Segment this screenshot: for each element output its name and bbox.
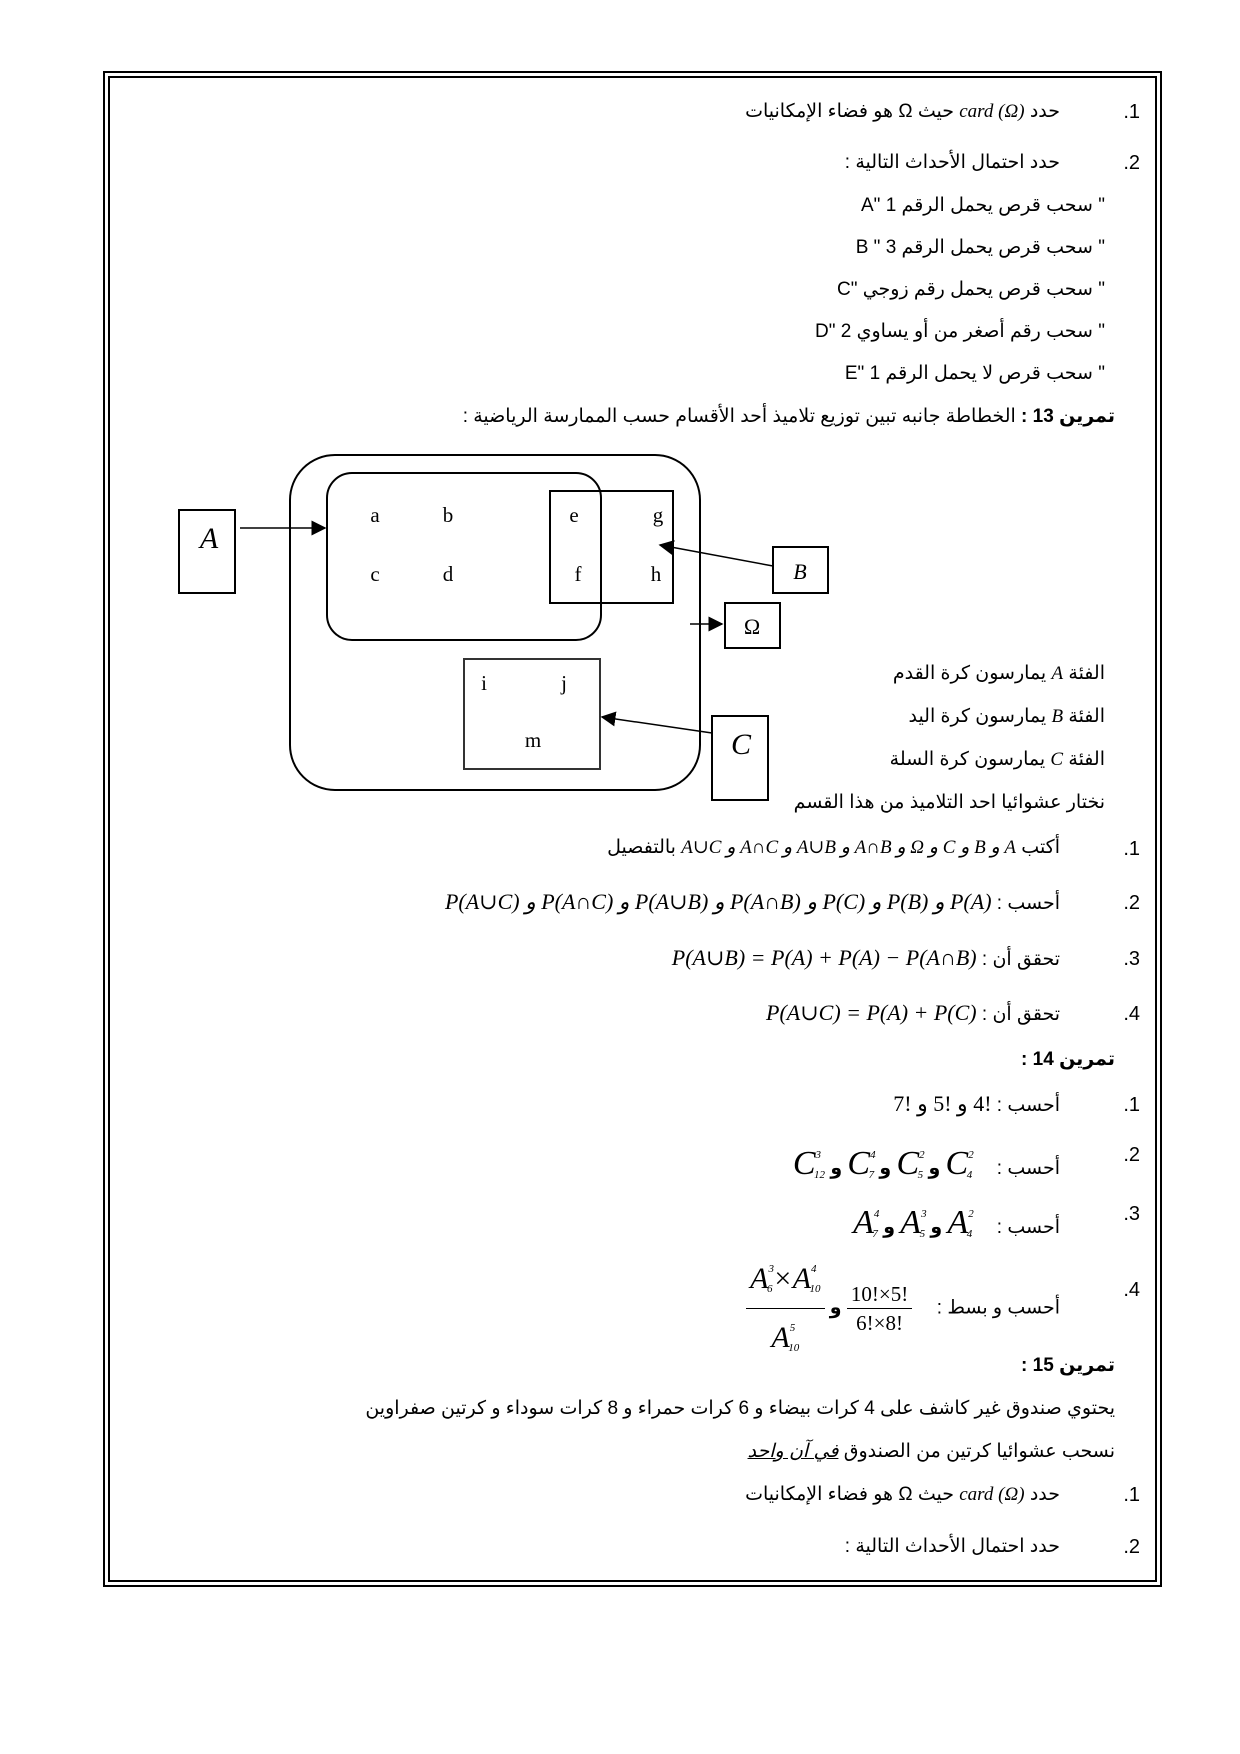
joiner: و	[830, 1158, 843, 1179]
element: f	[574, 562, 582, 586]
question-text: حدد احتمال الأحداث التالية :	[844, 152, 1060, 173]
math-expression: A و B و C و Ω و A∩B و A∪B و A∩C و A∪C	[681, 837, 1016, 858]
question-text: أحسب :	[996, 893, 1060, 914]
item-number: .2	[1123, 1536, 1140, 1558]
exercise-intro: الخطاطة جانبه تبين توزيع تلاميذ أحد الأقسام حسب الممارسة الرياضية :	[462, 406, 1016, 427]
item-number: .2	[1123, 152, 1140, 174]
set-B-label: B	[793, 559, 807, 584]
exercise-title: تمرين 14 :	[1021, 1049, 1115, 1070]
fraction-denominator: $A^5_{10}$	[771, 1321, 800, 1354]
emphasized-text: في آن واحد	[747, 1441, 839, 1462]
math-term: $A^2_4$	[947, 1204, 974, 1241]
set-C-label: C	[730, 728, 752, 761]
element: m	[524, 728, 542, 752]
math-term: $A^4_7$	[853, 1204, 880, 1241]
omega-label: Ω	[743, 614, 761, 639]
element: e	[569, 503, 579, 527]
element: i	[481, 671, 487, 695]
exercise-text	[748, 1440, 1115, 1464]
category-prefix: الفئة	[1068, 749, 1105, 770]
arrow-B	[660, 545, 773, 566]
fraction-factorial	[847, 1280, 912, 1337]
item-number: .1	[1123, 101, 1140, 123]
fraction-numerator: $A^3_6\times A^4_{10}$	[746, 1250, 824, 1309]
item-number: .2	[1123, 892, 1140, 914]
event-line: " سحب قرص يحمل الرقم 1 "A	[860, 195, 1105, 216]
fraction-numerator: 10!×5!	[847, 1280, 912, 1309]
math-expression: card (Ω)	[959, 101, 1025, 122]
category-line	[908, 705, 1105, 729]
math-expression: !4 و !5 و !7	[893, 1091, 992, 1116]
question-text: تحقق أن :	[981, 1004, 1060, 1025]
item-number: .1	[1123, 1484, 1140, 1506]
question-text: أكتب	[1021, 837, 1060, 858]
question-text: بالتفصيل	[607, 837, 676, 858]
set-A-label: A	[199, 522, 219, 555]
joiner: و	[930, 1217, 943, 1238]
category-text: يمارسون كرة السلة	[889, 749, 1046, 770]
question-line	[893, 1092, 1060, 1118]
universe-set	[290, 455, 700, 790]
element: h	[650, 562, 662, 586]
math-term: $C^3_{12}$	[792, 1145, 826, 1182]
joiner: و	[829, 1297, 842, 1319]
question-text: حدد	[1029, 1484, 1060, 1505]
math-term: $C^2_4$	[945, 1145, 974, 1182]
category-text: يمارسون كرة القدم	[892, 663, 1047, 684]
question-text: أحسب :	[996, 1095, 1060, 1116]
math-expression: P(A∪C) = P(A) + P(C)	[766, 1000, 977, 1025]
element: g	[652, 503, 664, 527]
category-line	[893, 662, 1105, 686]
math-expression: P(A∪B) = P(A) + P(A) − P(A∩B)	[671, 945, 977, 970]
venn-diagram	[0, 0, 1240, 820]
category-prefix: الفئة	[1068, 663, 1105, 684]
exercise-title: تمرين 15 :	[1021, 1355, 1115, 1376]
joiner: و	[883, 1217, 896, 1238]
fraction-denominator: 6!×8!	[856, 1311, 903, 1335]
question-line	[766, 1001, 1060, 1027]
event-line: " سحب قرص يحمل الرقم 3 " B	[855, 237, 1105, 258]
math-term: $C^4_7$	[847, 1145, 876, 1182]
item-number: .1	[1123, 838, 1140, 860]
math-term: $A^3_5$	[900, 1204, 927, 1241]
question-line	[853, 1194, 1060, 1254]
category-var: B	[1051, 706, 1064, 727]
category-prefix: الفئة	[1068, 706, 1105, 727]
math-expression: P(A) و P(B) و P(C) و P(A∩B) و P(A∪B) و P(A∩C) و P(A∪C)	[444, 889, 992, 914]
element: j	[561, 671, 567, 695]
item-number: .3	[1123, 1203, 1140, 1225]
category-var: A	[1051, 663, 1064, 684]
event-line: " سحب قرص يحمل رقم زوجي "C	[836, 279, 1105, 300]
question-line	[745, 1483, 1060, 1507]
question-line	[607, 836, 1060, 860]
set-A-region	[327, 473, 601, 640]
fraction-arrangements	[746, 1250, 824, 1367]
event-line: " سحب قرص لا يحمل الرقم 1 "E	[844, 363, 1105, 384]
item-number: .2	[1123, 1144, 1140, 1166]
item-number: .4	[1123, 1003, 1140, 1025]
exercise-text-part: نسحب عشوائيا كرتين من الصندوق	[843, 1441, 1115, 1462]
category-var: C	[1050, 749, 1064, 770]
element: c	[370, 562, 380, 586]
item-number: .4	[1123, 1279, 1140, 1301]
question-text: أحسب :	[996, 1217, 1060, 1238]
question-text: حيث Ω هو فضاء الإمكانيات	[745, 101, 954, 122]
question-line	[793, 1135, 1060, 1195]
element: b	[442, 503, 454, 527]
item-number: .3	[1123, 948, 1140, 970]
category-line	[890, 748, 1105, 772]
exercise-title: تمرين 13 :	[1021, 406, 1115, 427]
question-text: أحسب و بسط :	[936, 1297, 1060, 1319]
item-number: .1	[1123, 1094, 1140, 1116]
question-line	[746, 1250, 1060, 1367]
question-text: أحسب :	[996, 1158, 1060, 1179]
question-line	[445, 890, 1060, 916]
joiner: و	[879, 1158, 892, 1179]
category-text: يمارسون كرة اليد	[908, 706, 1047, 727]
question-text: حدد	[1029, 101, 1060, 122]
element: d	[442, 562, 454, 586]
joiner: و	[928, 1158, 941, 1179]
math-expression: card (Ω)	[959, 1484, 1025, 1505]
math-term: $C^2_5$	[896, 1145, 925, 1182]
exercise-text: يحتوي صندوق غير كاشف على 4 كرات بيضاء و 6 كرات حمراء و 8 كرات سوداء و كرتين صفراوين	[365, 1398, 1115, 1419]
event-line: " سحب رقم أصغر من أو يساوي 2 "D	[814, 321, 1105, 342]
question-text: حدد احتمال الأحداث التالية :	[844, 1536, 1060, 1557]
question-text: حيث Ω هو فضاء الإمكانيات	[745, 1484, 954, 1505]
question-line	[672, 946, 1060, 972]
question-text: تحقق أن :	[981, 949, 1060, 970]
element: a	[370, 503, 380, 527]
instruction-line: نختار عشوائيا احد التلاميذ من هذا القسم	[793, 792, 1105, 813]
arrow-C	[602, 717, 712, 733]
